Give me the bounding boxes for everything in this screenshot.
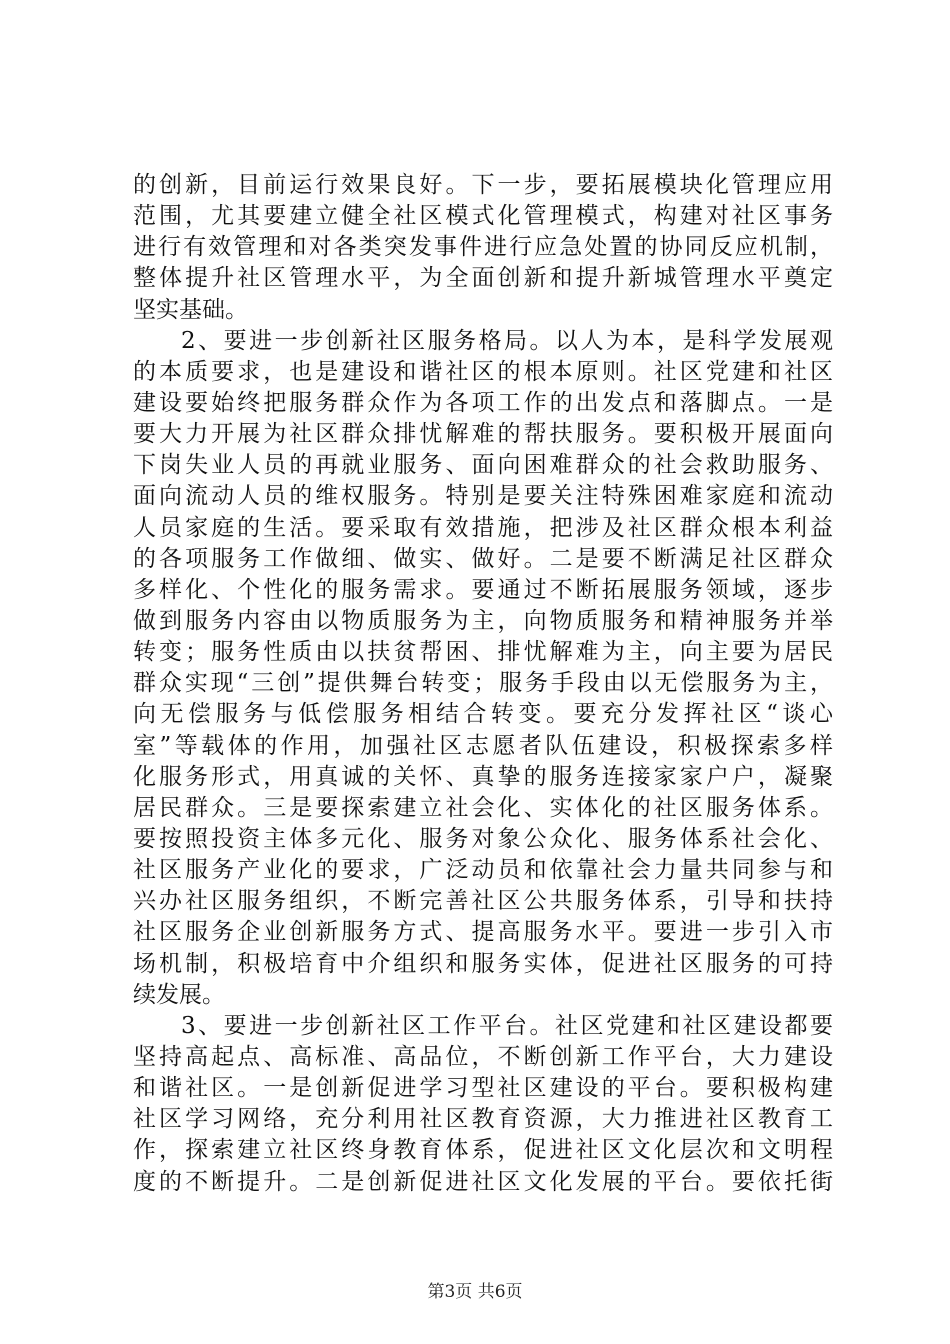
text-line: 社区服务产业化的要求，广泛动员和依靠社会力量共同参与和 [133,857,833,884]
text-line: 2、要进一步创新社区服务格局。以人为本，是科学发展观 [181,327,833,354]
text-line: 范围，尤其要建立健全社区模式化管理模式，构建对社区事务 [133,203,833,230]
text-line: 度的不断提升。二是创新促进社区文化发展的平台。要依托街 [133,1168,833,1195]
text-line: 续发展。 [133,981,225,1008]
text-line: 下岗失业人员的再就业服务、面向困难群众的社会救助服务、 [133,452,833,479]
text-line: 向无偿服务与低偿服务相结合转变。要充分发挥社区“谈心 [133,701,833,728]
text-line: 要大力开展为社区群众排忧解难的帮扶服务。要积极开展面向 [133,421,833,448]
text-line: 的创新，目前运行效果良好。下一步，要拓展模块化管理应用 [133,172,833,198]
text-line: 作，探索建立社区终身教育体系，促进社区文化层次和文明程 [133,1137,833,1164]
text-line: 室”等载体的作用，加强社区志愿者队伍建设，积极探索多样 [133,732,833,759]
text-line: 进行有效管理和对各类突发事件进行应急处置的协同反应机制， [133,234,833,261]
text-line: 面向流动人员的维权服务。特别是要关注特殊困难家庭和流动 [133,483,833,510]
text-line: 做到服务内容由以物质服务为主，向物质服务和精神服务并举 [133,607,833,634]
text-line: 化服务形式，用真诚的关怀、真挚的服务连接家家户户，凝聚 [133,763,833,790]
text-line: 的各项服务工作做细、做实、做好。二是要不断满足社区群众 [133,545,833,572]
text-line: 社区学习网络，充分利用社区教育资源，大力推进社区教育工 [133,1106,833,1133]
text-line: 的本质要求，也是建设和谐社区的根本原则。社区党建和社区 [133,358,833,385]
text-line: 群众实现“三创”提供舞台转变；服务手段由以无偿服务为主， [133,670,833,697]
text-line: 居民群众。三是要探索建立社会化、实体化的社区服务体系。 [133,794,833,821]
text-line: 建设要始终把服务群众作为各项工作的出发点和落脚点。一是 [133,389,833,416]
text-line: 要按照投资主体多元化、服务对象公众化、服务体系社会化、 [133,825,833,852]
text-line: 场机制，积极培育中介组织和服务实体，促进社区服务的可持 [133,950,833,977]
text-line: 坚实基础。 [133,296,248,323]
text-line: 兴办社区服务组织，不断完善社区公共服务体系，引导和扶持 [133,888,833,915]
text-line: 转变；服务性质由以扶贫帮困、排忧解难为主，向主要为居民 [133,639,833,666]
text-line: 整体提升社区管理水平，为全面创新和提升新城管理水平奠定 [133,265,833,292]
text-line: 多样化、个性化的服务需求。要通过不断拓展服务领域，逐步 [133,576,833,603]
text-line: 人员家庭的生活。要采取有效措施，把涉及社区群众根本利益 [133,514,833,541]
text-line: 和谐社区。一是创新促进学习型社区建设的平台。要积极构建 [133,1075,833,1102]
text-line: 社区服务企业创新服务方式、提高服务水平。要进一步引入市 [133,919,833,946]
text-line: 3、要进一步创新社区工作平台。社区党建和社区建设都要 [181,1012,833,1039]
body-text [133,170,833,1198]
page-footer: 第3页 共6页 [427,1282,523,1302]
text-line: 坚持高起点、高标准、高品位，不断创新工作平台，大力建设 [133,1043,833,1070]
